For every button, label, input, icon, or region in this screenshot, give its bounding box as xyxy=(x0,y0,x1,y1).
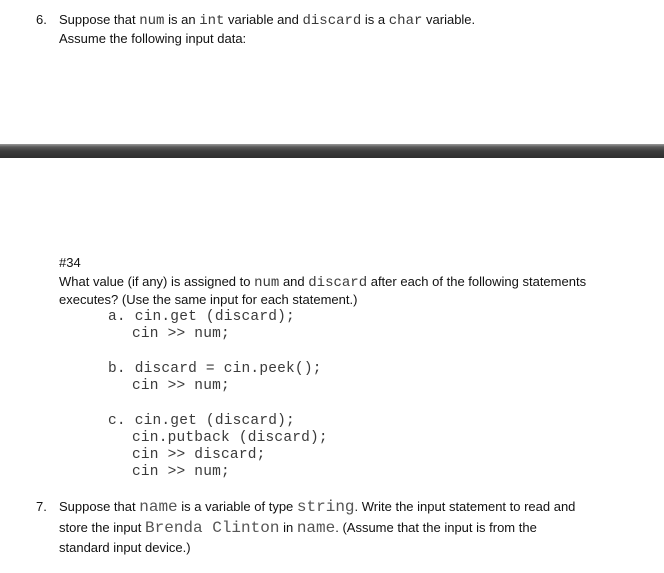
question-7-line-1 xyxy=(59,498,575,516)
q6-code-num: num xyxy=(139,13,165,29)
code-part-c-line-2: cin.putback (discard); xyxy=(132,430,328,446)
q7-text: . Write the input statement to read and xyxy=(354,499,576,514)
code-part-a-line-1: a. cin.get (discard); xyxy=(108,309,295,325)
question-7-line-2 xyxy=(59,519,537,537)
q34-code-discard: discard xyxy=(308,275,368,291)
question-7-line-3: standard input device.) xyxy=(59,540,191,555)
q7-code-name: name xyxy=(139,498,178,516)
q6-text: Suppose that xyxy=(59,12,136,27)
q7-code-name-2: name xyxy=(296,519,336,537)
q34-text: and xyxy=(282,274,305,289)
question-7-number: 7. xyxy=(36,499,47,514)
question-6-line-2: Assume the following input data: xyxy=(59,31,247,46)
exercise-34-line-1 xyxy=(59,274,586,291)
q6-code-char: char xyxy=(388,13,423,29)
code-part-a-line-2: cin >> num; xyxy=(132,326,230,342)
q7-code-string: string xyxy=(296,498,355,516)
q34-code-num: num xyxy=(254,275,280,291)
q7-text: store the input xyxy=(59,520,142,535)
q7-text: in xyxy=(283,520,294,535)
code-part-b-line-1: b. discard = cin.peek(); xyxy=(108,361,322,377)
code-part-c-line-1: c. cin.get (discard); xyxy=(108,413,295,429)
question-6-number: 6. xyxy=(36,12,47,27)
exercise-34-label: #34 xyxy=(59,255,81,270)
q7-code-input: Brenda Clinton xyxy=(145,519,280,537)
code-part-b-line-2: cin >> num; xyxy=(132,378,230,394)
q6-text: variable and xyxy=(228,12,299,27)
question-6-line-1 xyxy=(59,12,475,29)
q6-code-int: int xyxy=(199,13,225,29)
exercise-34-line-2: executes? (Use the same input for each statement.) xyxy=(59,292,358,307)
q6-code-discard: discard xyxy=(302,13,362,29)
section-divider xyxy=(0,144,664,158)
code-part-c-line-3: cin >> discard; xyxy=(132,447,266,463)
q34-text: What value (if any) is assigned to xyxy=(59,274,251,289)
code-part-c-line-4: cin >> num; xyxy=(132,464,230,480)
q6-text: variable. xyxy=(426,12,476,27)
q7-text: is a variable of type xyxy=(181,499,294,514)
q7-text: . (Assume that the input is from the xyxy=(335,520,537,535)
q6-text: is a xyxy=(364,12,386,27)
q7-text: Suppose that xyxy=(59,499,136,514)
q6-text: is an xyxy=(168,12,196,27)
q34-text: after each of the following statements xyxy=(370,274,587,289)
